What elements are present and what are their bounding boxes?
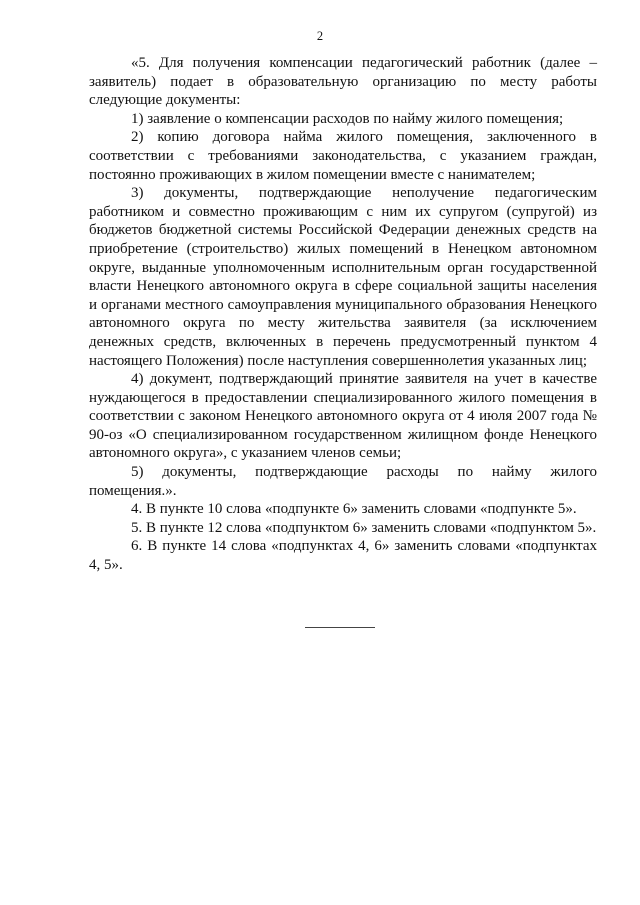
paragraph-subitem-4: 4) документ, подтверждающий принятие заявителя на учет в качестве нуждающегося в предоставлении специализированного жилого помещения в соответствии с законом Ненецкого автономного округа от 4 июля 2007 года № 90-оз «О специализированном государственном жилищном фонде Ненецкого автономного округа», с указанием членов семьи;: [89, 371, 597, 462]
paragraph-subitem-3: 3) документы, подтверждающие неполучение педагогическим работником и совместно проживающим с ним их супругом (супругой) из бюджетов бюджетной системы Российской Федерации денежных средств на приобретение (строительство) жилых помещений в Ненецком автономном округе, выданные уполномоченным исполнительным орган государственной власти Ненецкого автономного округа в сфере социальной защиты населения и органами местного самоуправления муниципального образования Ненецкого автономного округа по месту жительства заявителя (за исключением денежных средств, включенных в перечень предусмотренный пунктом 4 настоящего Положения) после наступления совершеннолетия указанных лиц;: [89, 185, 597, 369]
document-body: [89, 54, 597, 575]
page-number: 2: [316, 29, 324, 43]
end-of-document-divider: [305, 627, 375, 628]
paragraph-subitem-5: 5) документы, подтверждающие расходы по найму жилого помещения.».: [89, 464, 597, 499]
paragraph-item-5-intro: «5. Для получения компенсации педагогический работник (далее – заявитель) подает в образовательную организацию по месту работы следующие документы:: [89, 55, 597, 109]
paragraph-subitem-1: 1) заявление о компенсации расходов по найму жилого помещения;: [131, 110, 564, 127]
paragraph-amendment-5: 5. В пункте 12 слова «подпунктом 6» заменить словами «подпунктом 5».: [131, 519, 597, 536]
paragraph-amendment-6: 6. В пункте 14 слова «подпунктах 4, 6» заменить словами «подпунктах 4, 5».: [89, 538, 597, 574]
paragraph-amendment-4: 4. В пункте 10 слова «подпункте 6» заменить словами «подпункте 5».: [131, 501, 577, 518]
paragraph-subitem-2: 2) копию договора найма жилого помещения, заключенного в соответствии с требованиями законодательства, с указанием граждан, постоянно проживающих в жилом помещении вместе с нанимателем;: [89, 129, 597, 183]
